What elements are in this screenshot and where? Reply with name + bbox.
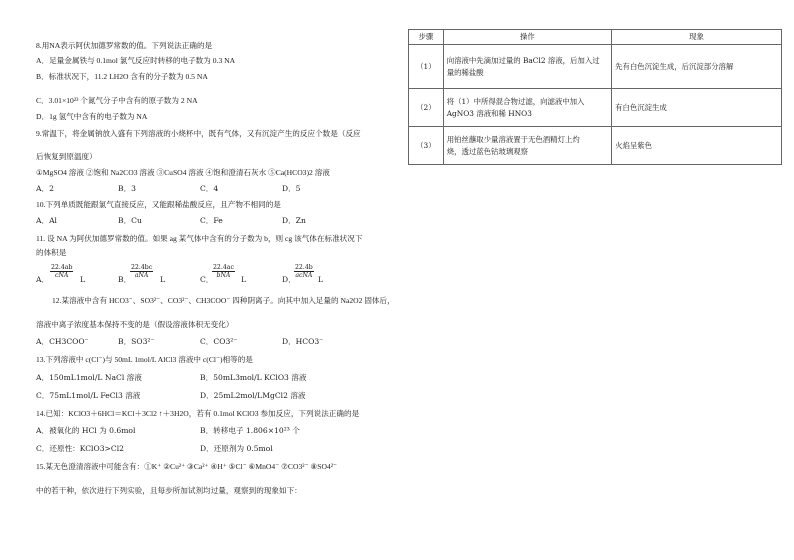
q11-option-a-label: A． [36, 275, 50, 284]
q13-option-d: D．25mL2mol/LMgCl2 溶液 [200, 391, 306, 400]
experiment-table [408, 29, 782, 165]
q11-c-denominator: bNA [216, 272, 231, 279]
q15-stem-continued: 中的若干种，依次进行下列实验，且每步所加试剂均过量，观察到的现象如下： [36, 486, 302, 495]
q11-a-numerator: 22.4ab [51, 264, 73, 271]
q11-a-unit: L [80, 275, 86, 284]
operation-line: 量的稀盐酸 [446, 67, 484, 77]
observation-cell: 有白色沉淀生成 [612, 89, 782, 127]
q11-option-b-fraction [130, 264, 153, 279]
q9-option-c: C．4 [200, 184, 219, 193]
operation-cell [443, 89, 611, 127]
q13-option-b: B．50mL3mol/L KClO3 溶液 [200, 373, 307, 382]
q14-option-d: D．还原剂为 0.5mol [200, 444, 273, 453]
operation-line: 将（1）中所得混合物过滤，向滤液中加入 [446, 96, 585, 106]
operation-cell [443, 45, 611, 89]
q11-option-d-fraction [294, 264, 314, 279]
q12-option-d: D．HCO3⁻ [282, 337, 324, 346]
q12-option-c: C．CO3²⁻ [200, 337, 238, 346]
observation-cell: 火焰呈紫色 [612, 127, 782, 165]
q11-a-denominator: cNA [55, 272, 69, 279]
q11-stem-continued: 的体积是 [36, 248, 67, 257]
q11-c-unit: L [241, 275, 247, 284]
header-step: 步骤 [409, 30, 444, 45]
q13-option-c: C．75mL1mol/L FeCl3 溶液 [36, 391, 141, 400]
step-cell: （3） [409, 127, 444, 165]
q8-option-c: C．3.01×10²³ 个氮气分子中含有的原子数为 2 NA [36, 96, 198, 105]
q9-stem-continued: 后恢复到原温度） [36, 152, 97, 161]
q11-d-unit: L [318, 275, 324, 284]
q9-stem: 9.常温下，将金属钠放入盛有下列溶液的小烧杯中，既有气体，又有沉淀产生的反应个数是（反应 [36, 129, 361, 138]
q14-option-c: C．还原性：KClO3>Cl2 [36, 444, 124, 453]
header-operation: 操作 [443, 30, 611, 45]
operation-cell [443, 127, 611, 165]
q13-stem: 13.下列溶液中 c(Cl⁻)与 50mL 1mol/L AlCl3 溶液中 c(Cl⁻)相等的是 [36, 355, 253, 364]
q9-option-a: A．2 [36, 184, 54, 193]
q14-stem: 14.已知：KClO3＋6HCl＝KCl＋3Cl2 ↑＋3H2O，若有 0.1mol KClO3 参加反应，下列说法正确的是 [36, 409, 360, 418]
q11-option-b-label: B． [118, 275, 132, 284]
q10-stem: 10.下列单质既能跟氯气直接反应，又能跟稀盐酸反应，且产物不相同的是 [36, 200, 281, 209]
q11-option-c-label: C． [200, 275, 214, 284]
q11-b-denominator: aNA [134, 272, 149, 279]
q9-option-d: D．5 [282, 184, 301, 193]
q12-option-b: B．SO3²⁻ [118, 337, 155, 346]
q13-option-a: A．150mL1mol/L NaCl 溶液 [36, 373, 142, 382]
q10-option-a: A．Al [36, 216, 57, 225]
q11-option-d-label: D． [282, 275, 296, 284]
table-row [409, 89, 782, 127]
observation-cell: 先有白色沉淀生成，后沉淀部分溶解 [612, 45, 782, 89]
q10-option-b: B．Cu [118, 216, 142, 225]
step-cell: （1） [409, 45, 444, 89]
q8-option-b: B．标准状况下，11.2 LH2O 含有的分子数为 0.5 NA [36, 72, 208, 81]
q11-b-unit: L [160, 275, 166, 284]
q14-option-a: A．被氧化的 HCl 为 0.6mol [36, 426, 136, 435]
q10-option-d: D．Zn [282, 216, 306, 225]
q15-stem: 15.某无色澄清溶液中可能含有：①K⁺ ②Cu²⁺ ③Ca²⁺ ④H⁺ ⑤Cl⁻ ⑥MnO4⁻ ⑦CO3²⁻ ⑧SO4²⁻ [36, 462, 338, 471]
table-row [409, 127, 782, 165]
q9-option-b: B．3 [118, 184, 137, 193]
q9-items: ①MgSO4 溶液 ②饱和 Na2CO3 溶液 ③CuSO4 溶液 ④饱和澄清石灰水 ⑤Ca(HCO3)2 溶液 [36, 168, 330, 177]
q8-option-a: A．足量金属铁与 0.1mol 氯气反应时转移的电子数为 0.3 NA [36, 56, 236, 65]
q11-option-c-fraction [212, 264, 235, 279]
q10-option-c: C．Fe [200, 216, 223, 225]
q12-option-a: A．CH3COO⁻ [36, 337, 89, 346]
q11-c-numerator: 22.4ac [213, 264, 234, 271]
operation-line: 向溶液中先滴加过量的 BaCl2 溶液，后加入过 [446, 55, 600, 65]
q8-option-d: D．1g 氢气中含有的电子数为 NA [36, 112, 148, 121]
table-row [409, 45, 782, 89]
q11-stem: 11. 设 NA 为阿伏加德罗常数的值。如果 ag 某气体中含有的分子数为 b，则 cg 该气体在标准状况下 [36, 234, 363, 243]
q11-d-numerator: 22.4b [295, 264, 313, 271]
header-observation: 现象 [612, 30, 782, 45]
step-cell: （2） [409, 89, 444, 127]
q12-stem: 12.某溶液中含有 HCO3⁻、SO3²⁻、CO3²⁻、CH3COO⁻ 四种阴离子。向其中加入足量的 Na2O2 固体后， [52, 296, 395, 305]
operation-line: AgNO3 溶液和稀 HNO3 [446, 108, 532, 118]
table-header-row [409, 30, 782, 45]
q11-option-a-fraction [50, 264, 73, 279]
q12-stem-continued: 溶液中离子浓度基本保持不变的是（假设溶液体积无变化） [36, 320, 234, 329]
operation-line: 烧，透过蓝色钴玻璃观察 [446, 146, 529, 156]
operation-line: 用铂丝蘸取少量溶液置于无色酒精灯上灼 [446, 134, 580, 144]
q8-stem: 8.用NA表示阿伏加德罗常数的值。下列说法正确的是 [36, 41, 213, 50]
q11-d-denominator: acNA [295, 272, 313, 279]
q11-b-numerator: 22.4bc [131, 264, 153, 271]
q14-option-b: B．转移电子 1.806×10²³ 个 [200, 426, 300, 435]
